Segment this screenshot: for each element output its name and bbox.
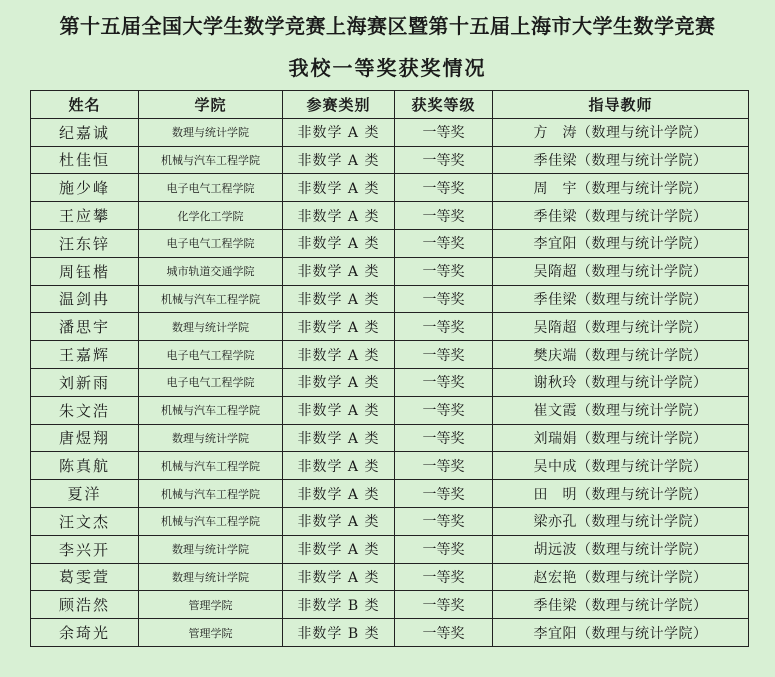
table-body: [31, 118, 749, 646]
table-row: [31, 202, 749, 230]
table-row: [31, 563, 749, 591]
table-header-row: [31, 91, 749, 119]
advisor-cell: 胡远波（数理与统计学院）: [493, 535, 749, 563]
advisor-cell: 崔文霞（数理与统计学院）: [493, 396, 749, 424]
college-cell: 数理与统计学院: [139, 424, 283, 452]
award-cell: 一等奖: [395, 257, 493, 285]
category-cell: 非数学 A 类: [283, 202, 395, 230]
advisor-cell: 季佳梁（数理与统计学院）: [493, 591, 749, 619]
table-row: [31, 452, 749, 480]
student-name: 顾浩然: [31, 591, 139, 619]
advisor-cell: 周 宇（数理与统计学院）: [493, 174, 749, 202]
award-cell: 一等奖: [395, 591, 493, 619]
category-cell: 非数学 B 类: [283, 619, 395, 647]
header-award: 获奖等级: [395, 91, 493, 119]
college-cell: 数理与统计学院: [139, 563, 283, 591]
student-name: 王应攀: [31, 202, 139, 230]
student-name: 纪嘉诚: [31, 118, 139, 146]
college-cell: 电子电气工程学院: [139, 341, 283, 369]
category-cell: 非数学 A 类: [283, 285, 395, 313]
award-cell: 一等奖: [395, 507, 493, 535]
table-row: [31, 535, 749, 563]
award-cell: 一等奖: [395, 535, 493, 563]
college-cell: 管理学院: [139, 591, 283, 619]
table-row: [31, 313, 749, 341]
awards-table: [30, 90, 749, 647]
table-row: [31, 257, 749, 285]
student-name: 杜佳恒: [31, 146, 139, 174]
advisor-cell: 李宜阳（数理与统计学院）: [493, 229, 749, 257]
award-cell: 一等奖: [395, 285, 493, 313]
advisor-cell: 季佳梁（数理与统计学院）: [493, 202, 749, 230]
student-name: 汪文杰: [31, 507, 139, 535]
college-cell: 机械与汽车工程学院: [139, 452, 283, 480]
student-name: 朱文浩: [31, 396, 139, 424]
table-row: [31, 619, 749, 647]
student-name: 王嘉辉: [31, 341, 139, 369]
college-cell: 机械与汽车工程学院: [139, 480, 283, 508]
category-cell: 非数学 A 类: [283, 229, 395, 257]
table-row: [31, 285, 749, 313]
award-cell: 一等奖: [395, 424, 493, 452]
student-name: 施少峰: [31, 174, 139, 202]
college-cell: 机械与汽车工程学院: [139, 507, 283, 535]
college-cell: 机械与汽车工程学院: [139, 285, 283, 313]
category-cell: 非数学 A 类: [283, 535, 395, 563]
college-cell: 化学化工学院: [139, 202, 283, 230]
advisor-cell: 赵宏艳（数理与统计学院）: [493, 563, 749, 591]
advisor-cell: 刘瑞娟（数理与统计学院）: [493, 424, 749, 452]
table-row: [31, 396, 749, 424]
award-cell: 一等奖: [395, 174, 493, 202]
student-name: 周钰楷: [31, 257, 139, 285]
college-cell: 电子电气工程学院: [139, 368, 283, 396]
table-row: [31, 146, 749, 174]
award-cell: 一等奖: [395, 118, 493, 146]
award-cell: 一等奖: [395, 146, 493, 174]
category-cell: 非数学 A 类: [283, 424, 395, 452]
category-cell: 非数学 A 类: [283, 174, 395, 202]
advisor-cell: 樊庆端（数理与统计学院）: [493, 341, 749, 369]
category-cell: 非数学 A 类: [283, 368, 395, 396]
table-row: [31, 480, 749, 508]
table-row: [31, 341, 749, 369]
college-cell: 机械与汽车工程学院: [139, 146, 283, 174]
table-row: [31, 424, 749, 452]
student-name: 汪东锌: [31, 229, 139, 257]
category-cell: 非数学 A 类: [283, 452, 395, 480]
category-cell: 非数学 A 类: [283, 507, 395, 535]
advisor-cell: 吴隋超（数理与统计学院）: [493, 257, 749, 285]
advisor-cell: 梁亦孔（数理与统计学院）: [493, 507, 749, 535]
category-cell: 非数学 A 类: [283, 313, 395, 341]
award-cell: 一等奖: [395, 396, 493, 424]
category-cell: 非数学 A 类: [283, 118, 395, 146]
student-name: 陈真航: [31, 452, 139, 480]
advisor-cell: 田 明（数理与统计学院）: [493, 480, 749, 508]
table-row: [31, 229, 749, 257]
award-cell: 一等奖: [395, 313, 493, 341]
header-category: 参赛类别: [283, 91, 395, 119]
category-cell: 非数学 A 类: [283, 480, 395, 508]
advisor-cell: 季佳梁（数理与统计学院）: [493, 146, 749, 174]
table-row: [31, 118, 749, 146]
student-name: 潘思宇: [31, 313, 139, 341]
student-name: 余琦光: [31, 619, 139, 647]
college-cell: 数理与统计学院: [139, 535, 283, 563]
award-cell: 一等奖: [395, 563, 493, 591]
college-cell: 数理与统计学院: [139, 118, 283, 146]
award-cell: 一等奖: [395, 368, 493, 396]
award-cell: 一等奖: [395, 480, 493, 508]
document-subtitle: 我校一等奖获奖情况: [288, 56, 487, 80]
table-row: [31, 507, 749, 535]
college-cell: 机械与汽车工程学院: [139, 396, 283, 424]
category-cell: 非数学 A 类: [283, 563, 395, 591]
award-cell: 一等奖: [395, 452, 493, 480]
advisor-cell: 谢秋玲（数理与统计学院）: [493, 368, 749, 396]
advisor-cell: 季佳梁（数理与统计学院）: [493, 285, 749, 313]
college-cell: 管理学院: [139, 619, 283, 647]
award-cell: 一等奖: [395, 229, 493, 257]
college-cell: 数理与统计学院: [139, 313, 283, 341]
student-name: 葛雯萱: [31, 563, 139, 591]
student-name: 唐煜翔: [31, 424, 139, 452]
category-cell: 非数学 A 类: [283, 257, 395, 285]
award-cell: 一等奖: [395, 202, 493, 230]
college-cell: 电子电气工程学院: [139, 174, 283, 202]
header-name: 姓名: [31, 91, 139, 119]
category-cell: 非数学 A 类: [283, 396, 395, 424]
category-cell: 非数学 A 类: [283, 341, 395, 369]
student-name: 温剑冉: [31, 285, 139, 313]
student-name: 刘新雨: [31, 368, 139, 396]
student-name: 李兴开: [31, 535, 139, 563]
advisor-cell: 吴中成（数理与统计学院）: [493, 452, 749, 480]
table-row: [31, 591, 749, 619]
header-advisor: 指导教师: [493, 91, 749, 119]
category-cell: 非数学 A 类: [283, 146, 395, 174]
advisor-cell: 方 涛（数理与统计学院）: [493, 118, 749, 146]
award-cell: 一等奖: [395, 619, 493, 647]
category-cell: 非数学 B 类: [283, 591, 395, 619]
table-row: [31, 368, 749, 396]
advisor-cell: 李宜阳（数理与统计学院）: [493, 619, 749, 647]
header-college: 学院: [139, 91, 283, 119]
award-cell: 一等奖: [395, 341, 493, 369]
table-row: [31, 174, 749, 202]
student-name: 夏洋: [31, 480, 139, 508]
document-title: 第十五届全国大学生数学竞赛上海赛区暨第十五届上海市大学生数学竞赛: [59, 14, 716, 38]
advisor-cell: 吴隋超（数理与统计学院）: [493, 313, 749, 341]
college-cell: 城市轨道交通学院: [139, 257, 283, 285]
college-cell: 电子电气工程学院: [139, 229, 283, 257]
